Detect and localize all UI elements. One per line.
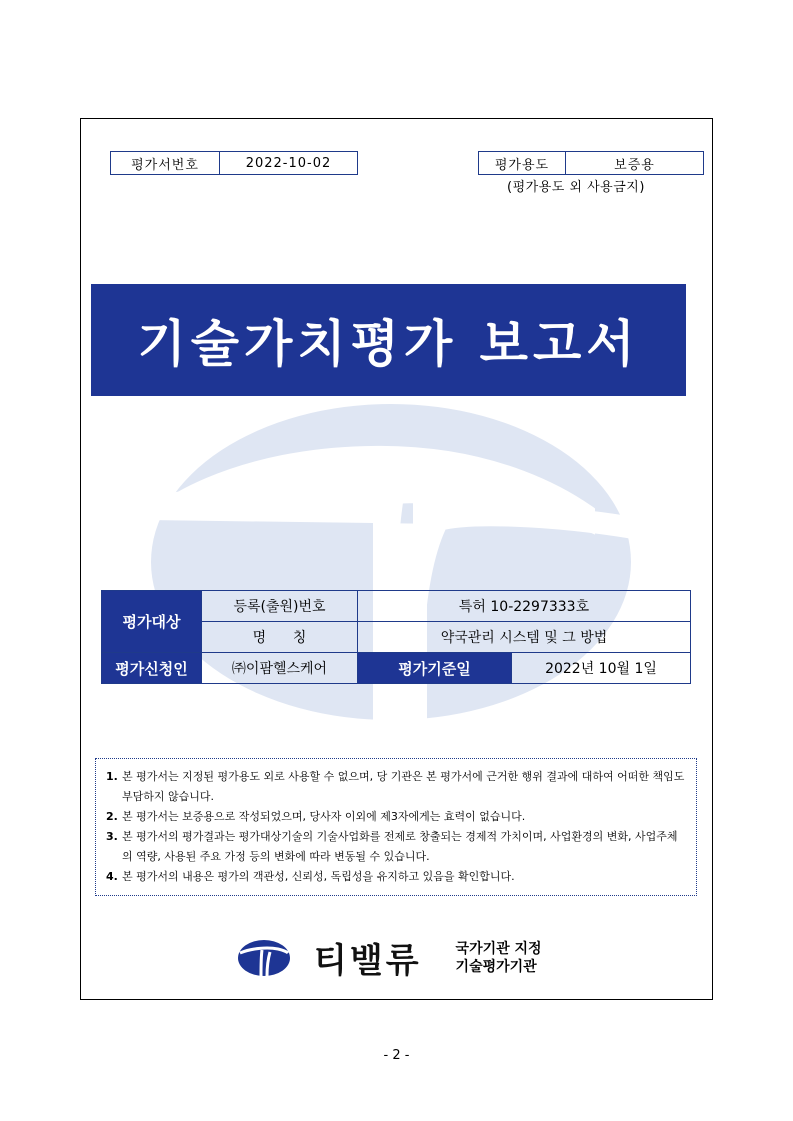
base-date-value: 2022년 10월 1일 — [512, 653, 691, 684]
base-date-label: 평가기준일 — [358, 653, 512, 684]
note-text: 본 평가서는 지정된 평가용도 외로 사용할 수 없으며, 당 기관은 본 평가서에 근거한 행위 결과에 대하여 어떠한 책임도 부담하지 않습니다. — [122, 770, 685, 803]
usage-box — [478, 151, 704, 175]
agency-line-2: 기술평가기관 — [455, 958, 537, 975]
tvalue-logo-icon — [238, 939, 290, 977]
applicant-value: ㈜이팜헬스케어 — [202, 653, 358, 684]
brand-name: 티밸류 — [314, 941, 422, 981]
target-label: 평가대상 — [102, 591, 202, 653]
report-number-label: 평가서번호 — [111, 152, 220, 175]
name-value: 약국관리 시스템 및 그 방법 — [358, 622, 691, 653]
agency-designation — [456, 940, 542, 976]
note-item — [106, 867, 686, 887]
page-number: - 2 - — [383, 1048, 410, 1063]
reg-number-value: 특허 10-2297333호 — [358, 591, 691, 622]
report-number-box — [110, 151, 358, 175]
reg-number-label: 등록(출원)번호 — [202, 591, 358, 622]
footer-logo — [238, 933, 542, 982]
name-label: 명 칭 — [202, 622, 358, 653]
note-number: 4. — [106, 870, 118, 883]
title-band — [91, 284, 686, 396]
note-number: 3. — [106, 830, 118, 843]
note-item — [106, 807, 686, 827]
note-number: 2. — [106, 810, 118, 823]
report-title: 기술가치평가 보고서 — [137, 315, 640, 373]
note-number: 1. — [106, 770, 118, 783]
usage-note: (평가용도 외 사용금지) — [507, 180, 645, 195]
report-number-value: 2022-10-02 — [220, 152, 358, 175]
note-item — [106, 767, 686, 807]
note-text: 본 평가서는 보증용으로 작성되었으며, 당사자 이외에 제3자에게는 효력이 없습니다. — [122, 810, 526, 823]
applicant-label: 평가신청인 — [102, 653, 202, 684]
note-text: 본 평가서의 평가결과는 평가대상기술의 기술사업화를 전제로 창출되는 경제적 가치이며, 사업환경의 변화, 사업주체의 역량, 사용된 주요 가정 등의 변화에 따라 변동될 수 있습니다. — [122, 830, 678, 863]
note-item — [106, 827, 686, 867]
usage-label: 평가용도 — [479, 152, 566, 175]
evaluation-info-table — [101, 590, 691, 684]
disclaimer-notes — [95, 758, 697, 896]
agency-line-1: 국가기관 지정 — [455, 940, 542, 957]
note-text: 본 평가서의 내용은 평가의 객관성, 신뢰성, 독립성을 유지하고 있음을 확인합니다. — [122, 870, 515, 883]
usage-value: 보증용 — [566, 152, 704, 175]
